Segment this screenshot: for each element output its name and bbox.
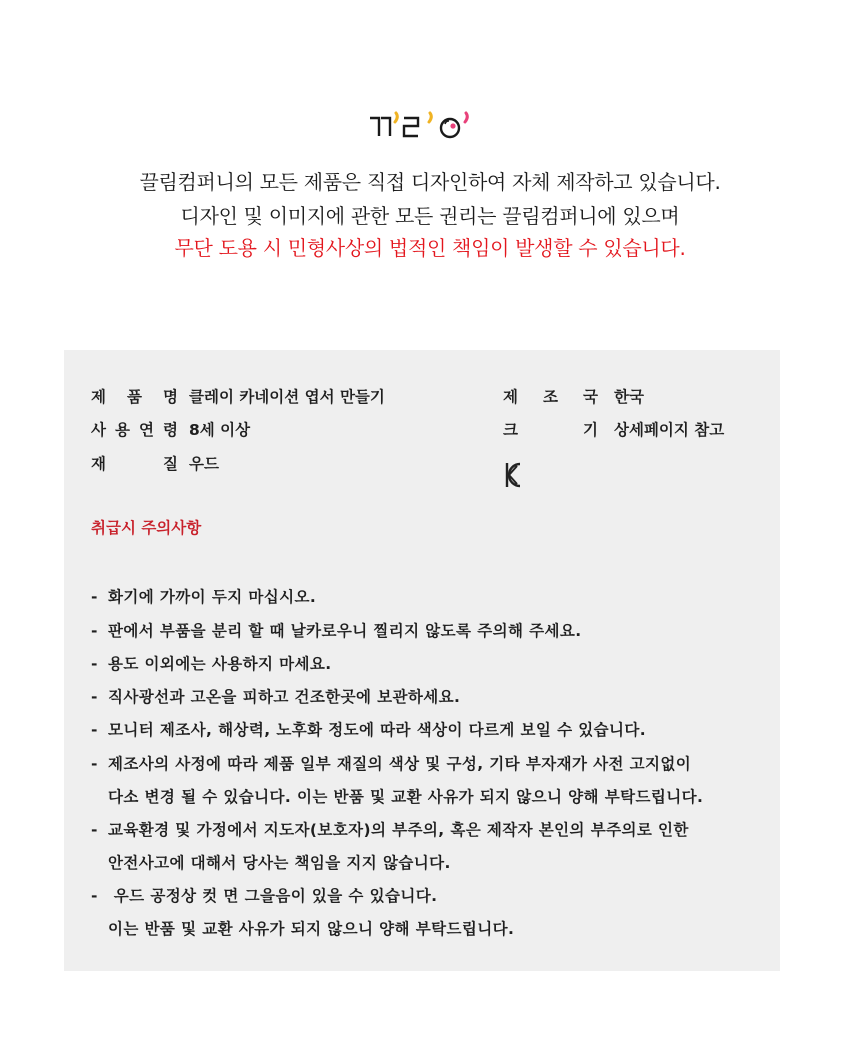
caution-item: - 판에서 부품을 분리 할 때 날카로우니 찔리지 않도록 주의해 주세요. xyxy=(91,622,582,640)
notice-line-warning: 무단 도용 시 민형사상의 법적인 책임이 발생할 수 있습니다. xyxy=(174,236,686,260)
age-value: 8세 이상 xyxy=(189,421,251,439)
notice-line-2: 디자인 및 이미지에 관한 모든 권리는 끌림컴퍼니에 있으며 xyxy=(180,204,680,228)
caution-item-continued: 이는 반품 및 교환 사유가 되지 않으니 양해 부탁드립니다. xyxy=(108,920,515,938)
caution-item: - 용도 이외에는 사용하지 마세요. xyxy=(91,655,332,673)
size-value: 상세페이지 참고 xyxy=(614,421,725,439)
caution-item: - 교육환경 및 가정에서 지도자(보호자)의 부주의, 혹은 제작자 본인의 부주의로 인한 xyxy=(91,821,689,839)
caution-item: - 제조사의 사정에 따라 제품 일부 재질의 색상 및 구성, 기타 부자재가 사전 고지없이 xyxy=(91,755,692,773)
caution-item-continued: 안전사고에 대해서 당사는 책임을 지지 않습니다. xyxy=(108,854,451,872)
material-value: 우드 xyxy=(189,455,219,473)
caution-item-continued: 다소 변경 될 수 있습니다. 이는 반품 및 교환 사유가 되지 않으니 양해 부탁드립니다. xyxy=(108,788,704,806)
caution-item: - 화기에 가까이 두지 마십시오. xyxy=(91,588,317,606)
product-name-value: 클레이 카네이션 엽서 만들기 xyxy=(189,388,385,406)
kc-certification-mark xyxy=(505,461,527,489)
caution-item: - 우드 공정상 컷 면 그을음이 있을 수 있습니다. xyxy=(91,887,438,905)
origin-value: 한국 xyxy=(614,388,644,406)
caution-item: - 모니터 제조사, 해상력, 노후화 정도에 따라 색상이 다르게 보일 수 있습니다. xyxy=(91,721,647,739)
brand-logo xyxy=(0,104,860,144)
caution-item: - 직사광선과 고온을 피하고 건조한곳에 보관하세요. xyxy=(91,688,461,706)
notice-line-1: 끌림컴퍼니의 모든 제품은 직접 디자인하여 자체 제작하고 있습니다. xyxy=(139,170,721,194)
caution-title: 취급시 주의사항 xyxy=(91,519,202,537)
